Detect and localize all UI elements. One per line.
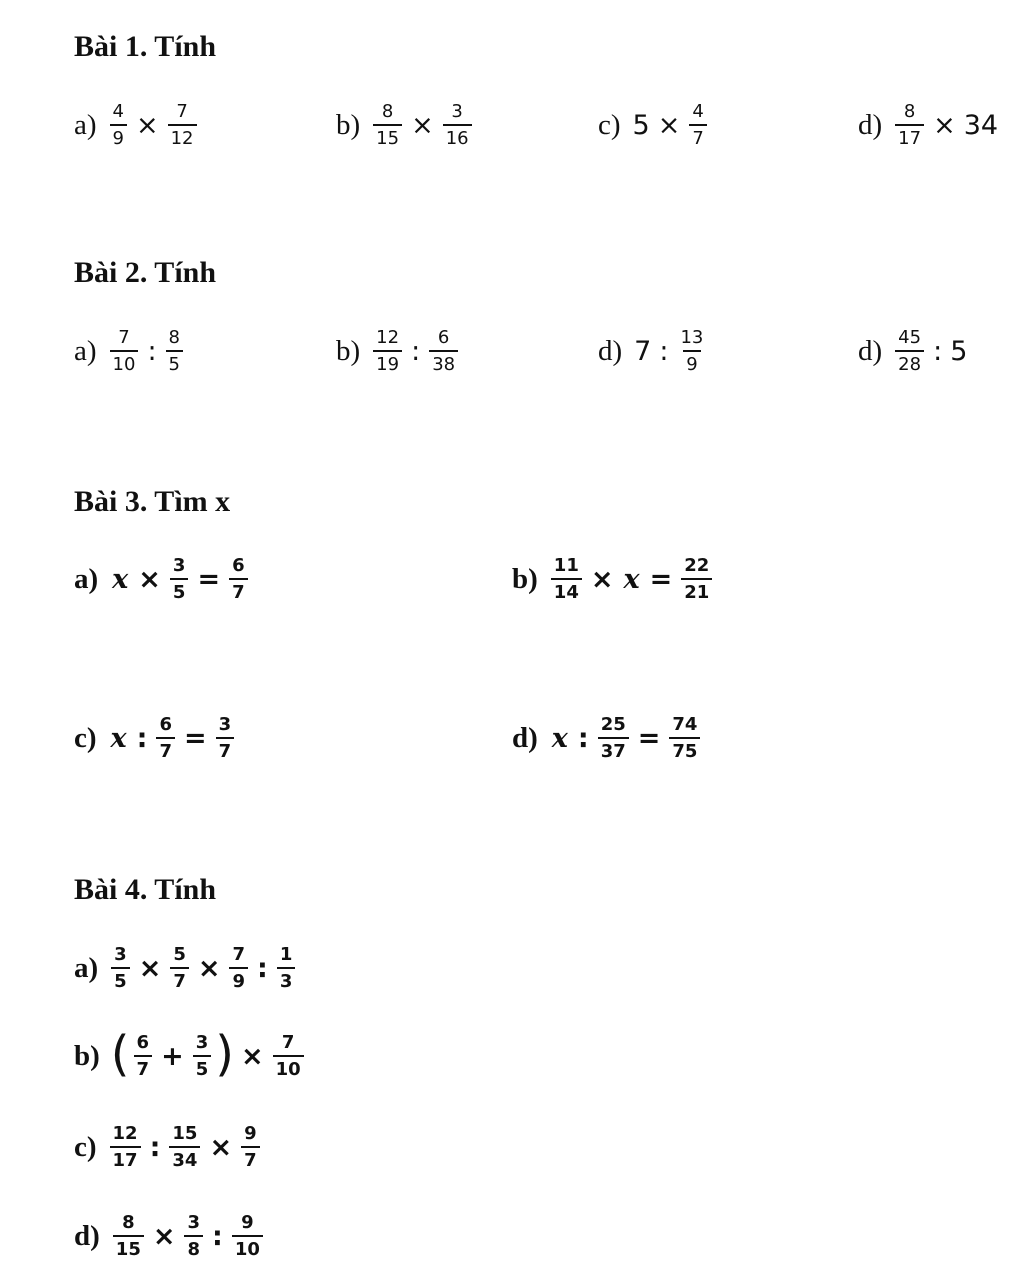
right-parenthesis: ) [215,1026,234,1082]
problem-3a [74,555,251,603]
operator: : [136,722,148,754]
fraction: 8 5 [166,327,183,375]
problem-label: b) [74,1039,100,1072]
problem-2b [336,327,461,375]
fraction: 13 9 [680,327,704,375]
problem-label: d) [512,721,538,754]
problem-label: b) [336,108,361,141]
left-parenthesis: ( [110,1026,130,1082]
variable-x: x [112,563,129,595]
problem-2c [598,327,709,375]
fraction: $\frac{7}{9}$ [229,944,248,992]
operator: × [590,563,614,595]
operator: × [138,952,162,984]
operator: + [161,1040,184,1072]
operator: : [212,1220,223,1252]
problem-1b [336,101,475,149]
problem-label: c) [74,721,97,754]
exercise-1-title: Bài 1. Tính [74,30,217,63]
fraction: $\frac{25}{37}$ [598,714,629,762]
problem-label: b) [336,334,361,367]
fraction: $\frac{5}{7}$ [170,944,189,992]
fraction: $\frac{22}{21}$ [681,555,712,603]
problem-4b [74,1026,307,1082]
problem-3d [512,714,703,762]
exercise-4-title: Bài 4. Tính [74,873,217,906]
operator: × [209,1131,233,1163]
problem-label: c) [598,108,621,141]
fraction: $\frac{8}{15}$ [373,101,402,149]
problem-4d [74,1212,266,1260]
fraction: 6 38 [429,327,458,375]
operator: × [135,109,159,141]
fraction: $\frac{4}{9}$ [110,101,127,149]
fraction: $\frac{8}{15}$ [113,1212,144,1260]
fraction: $\frac{3}{16}$ [443,101,472,149]
equals-sign: = [637,722,661,754]
fraction: $\frac{3}{7}$ [216,714,235,762]
problem-label: d) [858,108,883,141]
problem-label: d) [598,334,623,367]
fraction: 12 17 [110,1123,141,1171]
fraction: $\frac{9}{7}$ [241,1123,260,1171]
operator: × [152,1220,176,1252]
variable-x: x [551,722,568,754]
problem-2a [74,327,186,375]
operator: : [411,335,421,367]
problem-label: a) [74,108,97,141]
equals-sign: = [649,563,673,595]
operator: × [197,952,221,984]
problem-label: a) [74,951,99,984]
problem-4a [74,944,298,992]
problem-3b [512,555,715,603]
fraction: 12 19 [373,327,402,375]
operator: : [149,1131,161,1163]
variable-x: x [110,722,127,754]
fraction: $\frac{15}{34}$ [169,1123,200,1171]
number: 5 [950,335,968,367]
problem-1d [858,101,1000,149]
equals-sign: = [197,563,221,595]
fraction: 7 10 [110,327,139,375]
fraction: $\frac{8}{17}$ [895,101,924,149]
problem-label: a) [74,334,97,367]
problem-label: b) [512,562,538,595]
problem-label: d) [858,334,883,367]
operator: × [411,109,434,141]
number: 5 [632,109,650,141]
fraction: $\frac{6}{7}$ [229,555,248,603]
problem-label: a) [74,562,99,595]
problem-1c [598,101,710,149]
fraction: $\frac{3}{8}$ [184,1212,203,1260]
problem-4c [74,1123,263,1171]
fraction: 45 28 [895,327,924,375]
fraction: 6 7 [134,1032,153,1080]
fraction: $\frac{7}{12}$ [168,101,197,149]
fraction: 1 3 [277,944,296,992]
equals-sign: = [183,722,207,754]
fraction: $\frac{3}{5}$ [170,555,189,603]
fraction: $\frac{4}{7}$ [689,101,706,149]
operator: : [257,952,268,984]
fraction: $\frac{3}{5}$ [111,944,130,992]
operator: : [933,335,943,367]
operator: : [147,335,157,367]
fraction: $\frac{74}{75}$ [669,714,700,762]
variable-x: x [623,563,640,595]
operator: × [657,109,681,141]
fraction: $\frac{11}{14}$ [551,555,582,603]
problem-1a [74,101,200,149]
number: 7 [634,335,652,367]
operator: × [933,109,956,141]
operator: × [138,563,161,595]
problem-label: d) [74,1219,100,1252]
operator: : [659,335,669,367]
problem-2d [858,327,969,375]
fraction: $\frac{3}{5}$ [193,1032,212,1080]
exercise-3-title: Bài 3. Tìm x [74,485,231,518]
exercise-2-title: Bài 2. Tính [74,256,217,289]
number: 34 [963,109,999,141]
problem-3c [74,714,237,762]
operator: × [240,1040,264,1072]
problem-label: c) [74,1130,97,1163]
operator: : [577,722,589,754]
fraction: $\frac{7}{10}$ [273,1032,304,1080]
fraction: $\frac{6}{7}$ [156,714,175,762]
fraction: 9 10 [232,1212,263,1260]
